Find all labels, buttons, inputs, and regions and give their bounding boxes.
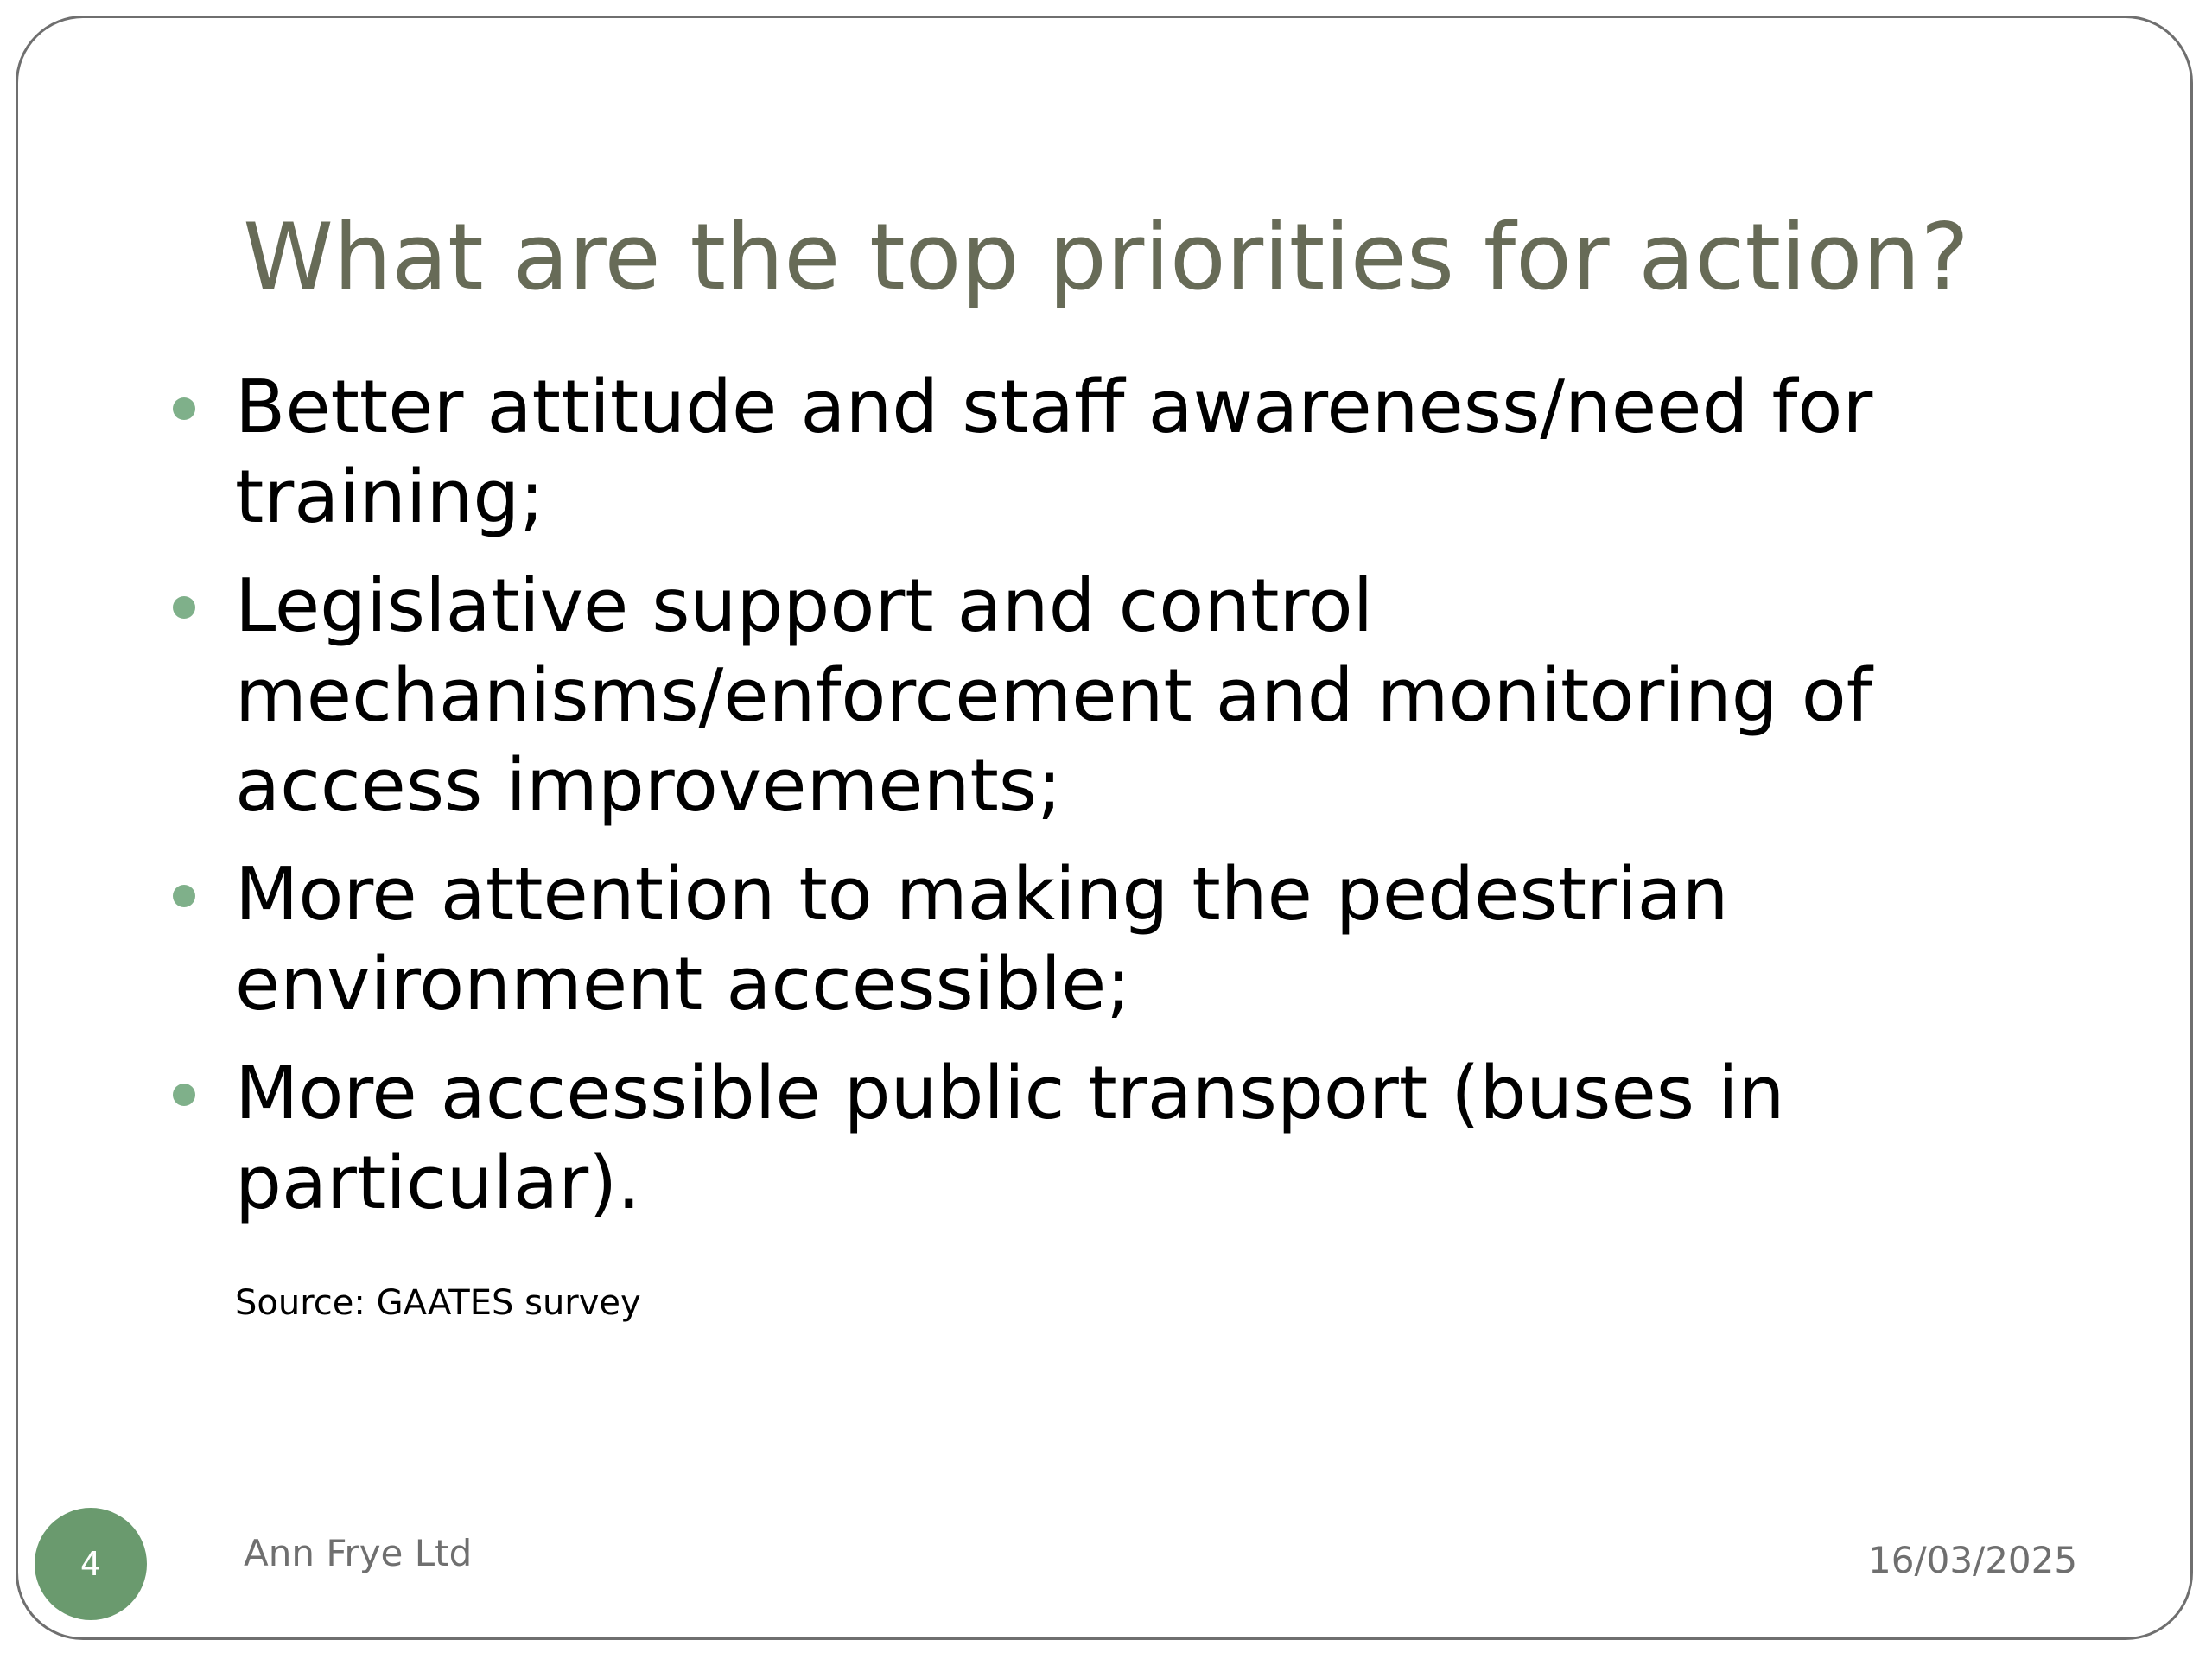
bullet-item (168, 1049, 1982, 1229)
bullet-item (168, 562, 1982, 831)
bullet-text: Better attitude and staff awareness/need for training; (235, 365, 1873, 540)
bullet-text: More accessible public transport (buses in particular). (235, 1051, 1785, 1226)
footer-date: 16/03/2025 (1868, 1539, 2078, 1581)
bullet-item (168, 850, 1982, 1030)
page-number-badge (35, 1508, 147, 1620)
source-note: Source: GAATES survey (235, 1283, 641, 1323)
bullet-dot-icon (173, 1084, 195, 1106)
bullet-item (168, 363, 1982, 543)
bullet-dot-icon (173, 596, 195, 619)
bullet-dot-icon (173, 885, 195, 907)
slide-title: What are the top priorities for action? (243, 204, 1969, 310)
footer-author: Ann Frye Ltd (244, 1532, 473, 1574)
page-number: 4 (79, 1545, 102, 1583)
bullet-text: More attention to making the pedestrian environment accessible; (235, 852, 1729, 1027)
bullet-text: Legislative support and control mechanisms/enforcement and monitoring of access improvements; (235, 563, 1872, 829)
bullet-list (168, 363, 1982, 1248)
bullet-dot-icon (173, 397, 195, 420)
